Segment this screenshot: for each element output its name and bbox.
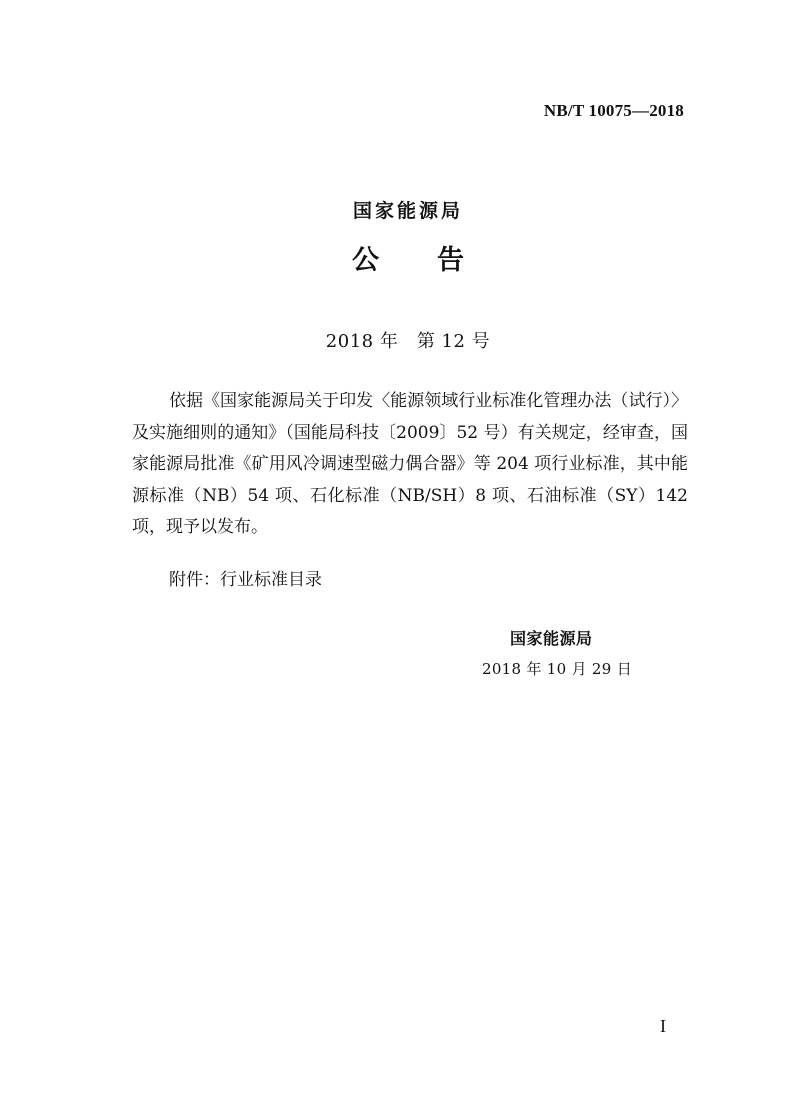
- page-number: I: [660, 1016, 666, 1036]
- attachment-line: 附件：行业标准目录: [169, 570, 322, 590]
- signature-date: 2018 年 10 月 29 日: [482, 660, 632, 678]
- notice-title: 公告: [352, 245, 522, 276]
- signature-issuer: 国家能源局: [510, 629, 593, 648]
- issue-number: 2018 年 第 12 号: [325, 331, 491, 352]
- announcement-body: 依据《国家能源局关于印发〈能源领域行业标准化管理办法（试行）〉及实施细则的通知》（国能局科技〔2009〕52 号）有关规定，经审查，国家能源局批准《矿用风冷调速型磁力偶合器》等 204 项行业标准，其中能源标准（NB）54 项、石化标准（NB/SH）8 项、石油标准（SY）142 项，现予以发布。: [132, 391, 688, 537]
- standard-number: NB/T 10075—2018: [543, 101, 684, 120]
- issuer-heading: 国家能源局: [352, 200, 463, 222]
